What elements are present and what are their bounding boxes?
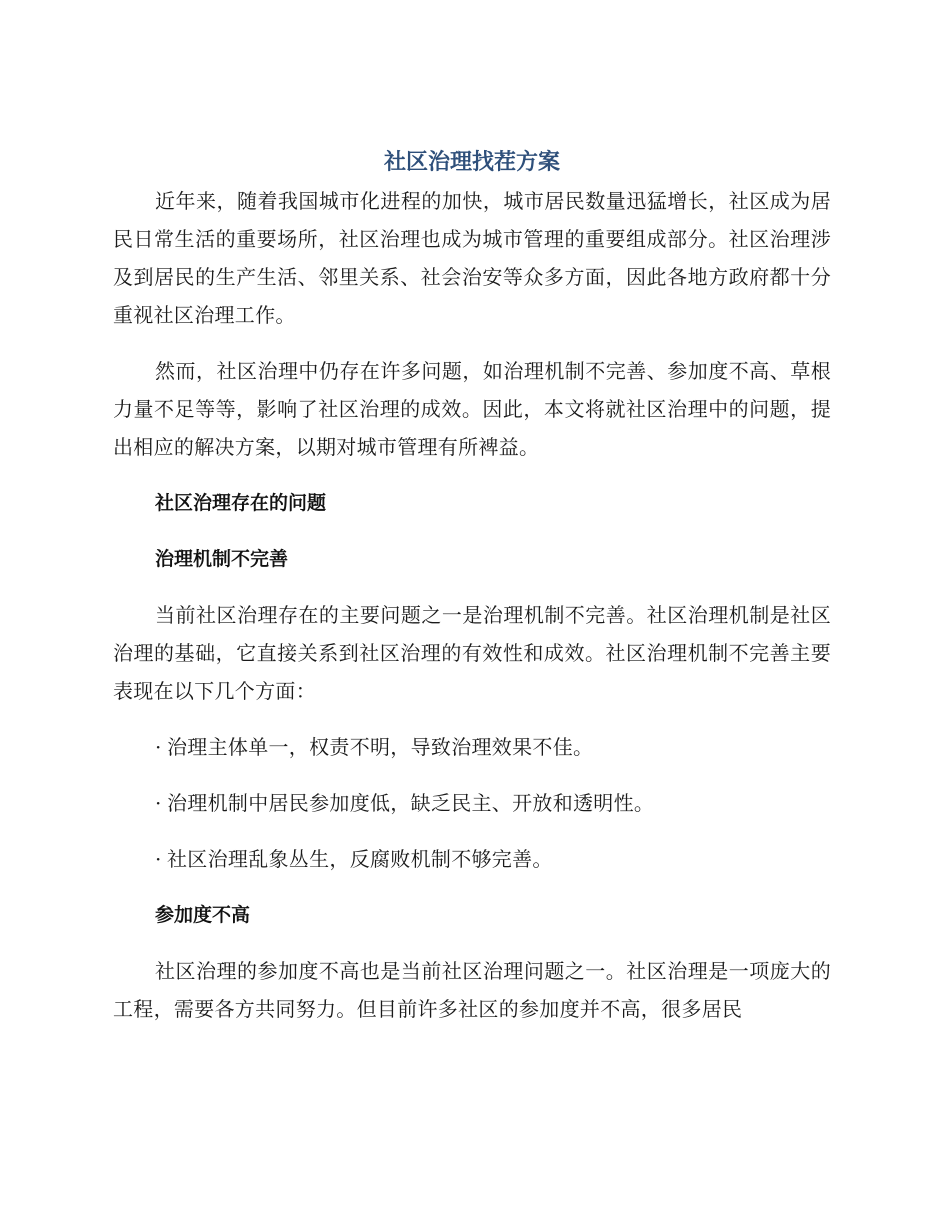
- subsection-1-heading: 治理机制不完善: [155, 548, 289, 570]
- intro-paragraph-1: 近年来，随着我国城市化进程的加快，城市居民数量迅猛增长，社区成为居民日常生活的重要场所，社区治理也成为城市管理的重要组成部分。社区治理涉及到居民的生产生活、邻里关系、社会治安等众多方面，因此各地方政府都十分重视社区治理工作。: [113, 189, 831, 327]
- bullet-marker: ·: [155, 735, 162, 759]
- bullet-text: 治理主体单一，权责不明，导致治理效果不佳。: [167, 735, 594, 759]
- bullet-item: [155, 728, 831, 766]
- subsection-1-paragraph: 当前社区治理存在的主要问题之一是治理机制不完善。社区治理机制是社区治理的基础，它直接关系到社区治理的有效性和成效。社区治理机制不完善主要表现在以下几个方面：: [113, 603, 831, 703]
- document-title: 社区治理找茬方案: [383, 150, 560, 175]
- bullet-marker: ·: [155, 847, 162, 871]
- section-heading: 社区治理存在的问题: [155, 492, 327, 514]
- subsection-2-paragraph: 社区治理的参加度不高也是当前社区治理问题之一。社区治理是一项庞大的工程，需要各方共同努力。但目前许多社区的参加度并不高，很多居民: [113, 959, 831, 1021]
- bullet-text: 治理机制中居民参加度低，缺乏民主、开放和透明性。: [167, 791, 655, 815]
- document-page: [113, 146, 831, 1046]
- bullet-item: [155, 784, 831, 822]
- intro-paragraph-2: 然而，社区治理中仍存在许多问题，如治理机制不完善、参加度不高、草根力量不足等等，影响了社区治理的成效。因此，本文将就社区治理中的问题，提出相应的解决方案，以期对城市管理有所裨益。: [113, 359, 831, 459]
- bullet-item: [155, 840, 831, 878]
- subsection-2-heading: 参加度不高: [155, 904, 251, 926]
- bullet-text: 社区治理乱象丛生，反腐败机制不够完善。: [167, 847, 553, 871]
- bullet-marker: ·: [155, 791, 162, 815]
